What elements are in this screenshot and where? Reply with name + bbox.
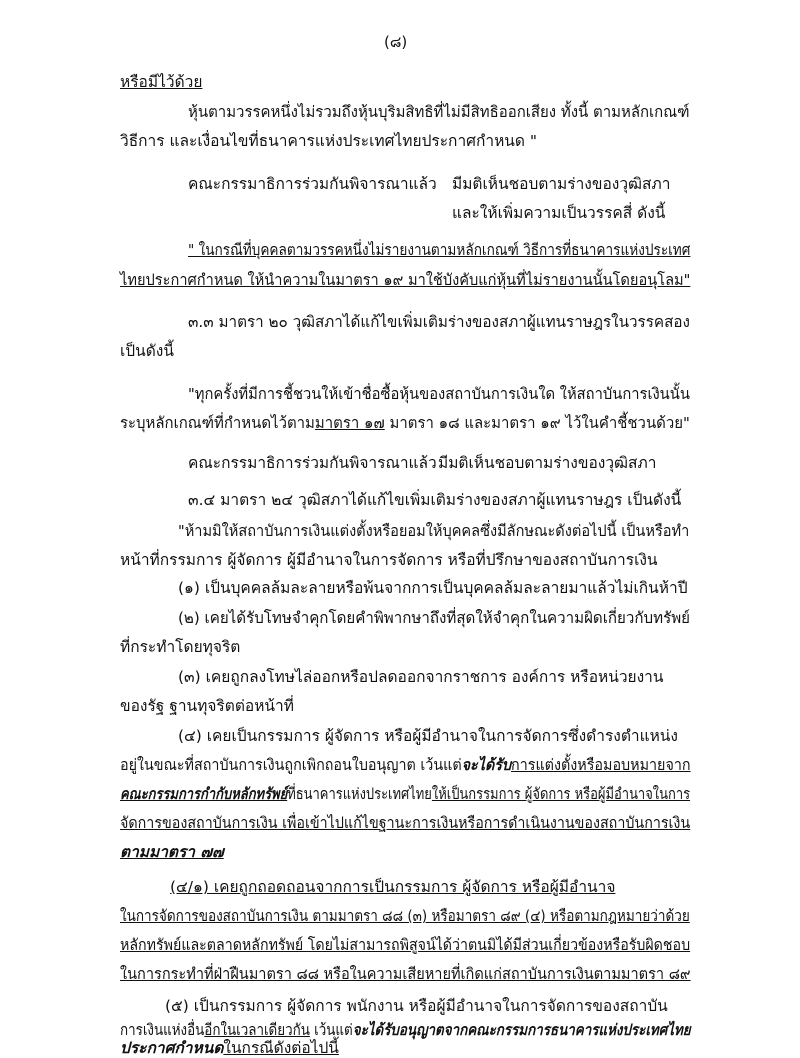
item4-part: จะได้รับ (461, 756, 512, 774)
list-item-4 (120, 784, 690, 804)
list-item-4: จัดการของสถาบันการเงิน เพื่อเข้าไปแก้ไขฐานะการเงินหรือการดำเนินงานของสถาบันการเงิน (120, 814, 691, 832)
list-item-4-1: หลักทรัพย์และตลาดหลักทรัพย์ โดยไม่สามารถพิสูจน์ได้ว่าตนมิได้มีส่วนเกี่ยวข้องหรือรับผิดชอบ (120, 936, 691, 954)
item5-part: ในกรณีดังต่อไปนี้ (223, 1039, 339, 1057)
quoted-text: หน้าที่กรรมการ ผู้จัดการ ผู้มีอำนาจในการจัดการ หรือที่ปรึกษาของสถาบันการเงิน (120, 551, 658, 569)
item5-part: การเงินแห่งอื่น (120, 1021, 205, 1039)
quoted-text (120, 413, 690, 433)
committee-note-right: มีมติเห็นชอบตามร่างของวุฒิสภา (438, 454, 657, 472)
list-item-4: (๔) เคยเป็นกรรมการ ผู้จัดการ หรือผู้มีอำนาจในการจัดการซึ่งดำรงตำแหน่ง (178, 727, 678, 745)
quoted-text: "ห้ามมิให้สถาบันการเงินแต่งตั้งหรือยอมให้บุคคลซึ่งมีลักษณะดังต่อไปนี้ เป็นหรือทำ (178, 522, 690, 540)
list-item-3: ของรัฐ ฐานทุจริตต่อหน้าที่ (120, 697, 294, 715)
list-item-4-1: ในการจัดการของสถาบันการเงิน ตามมาตรา ๘๘ (๓) หรือมาตรา ๘๙ (๔) หรือตามกฎหมายว่าด้วย (120, 907, 690, 925)
list-item-4 (120, 755, 691, 775)
page-number: (๘) (384, 33, 408, 51)
section-ref-17: มาตรา ๑๗ (314, 414, 385, 432)
section-3-3: ๓.๓ มาตรา ๒๐ วุฒิสภาได้แก้ไขเพิ่มเติมร่างของสภาผู้แทนราษฎรในวรรคสอง (188, 313, 690, 331)
committee-note-right: และให้เพิ่มความเป็นวรรคสี่ ดังนี้ (452, 204, 666, 222)
list-item-5 (120, 1020, 691, 1040)
committee-note-left: คณะกรรมาธิการร่วมกันพิจารณาแล้ว (188, 175, 437, 193)
list-item-5: (๕) เป็นกรรมการ ผู้จัดการ พนักงาน หรือผู้มีอำนาจในการจัดการของสถาบัน (165, 997, 668, 1015)
item5-part: ประกาศกำหนด (120, 1039, 224, 1057)
list-item-4: ตามมาตรา ๗๗ (120, 843, 224, 861)
item4-part: ให้เป็นกรรมการ ผู้จัดการ หรือผู้มีอำนาจในการ (431, 785, 691, 803)
section-heading: หรือมีไว้ด้วย (120, 73, 203, 91)
quoted-amendment: " ในกรณีที่บุคคลตามวรรคหนึ่งไม่รายงานตามหลักเกณฑ์ วิธีการที่ธนาคารแห่งประเทศ (188, 241, 691, 259)
list-item-3: (๓) เคยถูกลงโทษไล่ออกหรือปลดออกจากราชการ องค์การ หรือหน่วยงาน (178, 668, 664, 686)
item5-part: จะได้รับอนุญาตจากคณะกรรมการธนาคารแห่งประเทศไทย (352, 1021, 691, 1039)
item4-part: คณะกรรมการกำกับหลักทรัพย์ (120, 785, 288, 803)
committee-note-left: คณะกรรมาธิการร่วมกันพิจารณาแล้ว (188, 454, 437, 472)
item5-part: อีกในเวลาเดียวกัน (204, 1021, 310, 1039)
section-3-3: เป็นดังนี้ (120, 342, 174, 360)
quoted-text: "ทุกครั้งที่มีการชี้ชวนให้เข้าชื่อซื้อหุ้นของสถาบันการเงินใด ให้สถาบันการเงินนั้น (188, 385, 690, 403)
list-item-2: (๒) เคยได้รับโทษจำคุกโดยคำพิพากษาถึงที่สุดให้จำคุกในความผิดเกี่ยวกับทรัพย์ (178, 609, 691, 627)
quote-part: มาตรา ๑๘ และมาตรา ๑๙ ไว้ในคำชี้ชวนด้วย" (384, 414, 690, 432)
list-item-4-1: (๔/๑) เคยถูกถอดถอนจากการเป็นกรรมการ ผู้จัดการ หรือผู้มีอำนาจ (170, 878, 616, 896)
item4-part: อยู่ในขณะที่สถาบันการเงินถูกเพิกถอนใบอนุญาต เว้นแต่ (120, 756, 462, 774)
list-item-2: ที่กระทำโดยทุจริต (120, 638, 241, 656)
quote-part: ระบุหลักเกณฑ์ที่กำหนดไว้ตาม (120, 414, 315, 432)
item5-part: เว้นแต่ (309, 1021, 353, 1039)
item4-part: การแต่งตั้งหรือมอบหมายจาก (511, 756, 691, 774)
list-item-5 (120, 1038, 339, 1058)
list-item-4-1: ในการกระทำที่ฝ่าฝืนมาตรา ๘๘ หรือในความเสียหายที่เกิดแก่สถาบันการเงินตามมาตรา ๘๙ (120, 965, 691, 983)
quoted-amendment: ไทยประกาศกำหนด ให้นำความในมาตรา ๑๙ มาใช้บังคับแก่หุ้นที่ไม่รายงานนั้นโดยอนุโลม" (120, 271, 691, 289)
committee-note-right: มีมติเห็นชอบตามร่างของวุฒิสภา (452, 175, 671, 193)
paragraph-line: หุ้นตามวรรคหนึ่งไม่รวมถึงหุ้นบุริมสิทธิที่ไม่มีสิทธิออกเสียง ทั้งนี้ ตามหลักเกณฑ์ (188, 103, 690, 121)
item4-part: ที่ธนาคารแห่งประเทศไทย (287, 785, 432, 803)
section-3-4: ๓.๔ มาตรา ๒๔ วุฒิสภาได้แก้ไขเพิ่มเติมร่างของสภาผู้แทนราษฎร เป็นดังนี้ (188, 491, 682, 509)
paragraph-line: วิธีการ และเงื่อนไขที่ธนาคารแห่งประเทศไทยประกาศกำหนด " (120, 132, 538, 150)
list-item-1: (๑) เป็นบุคคลล้มละลายหรือพ้นจากการเป็นบุคคลล้มละลายมาแล้วไม่เกินห้าปี (178, 579, 688, 597)
